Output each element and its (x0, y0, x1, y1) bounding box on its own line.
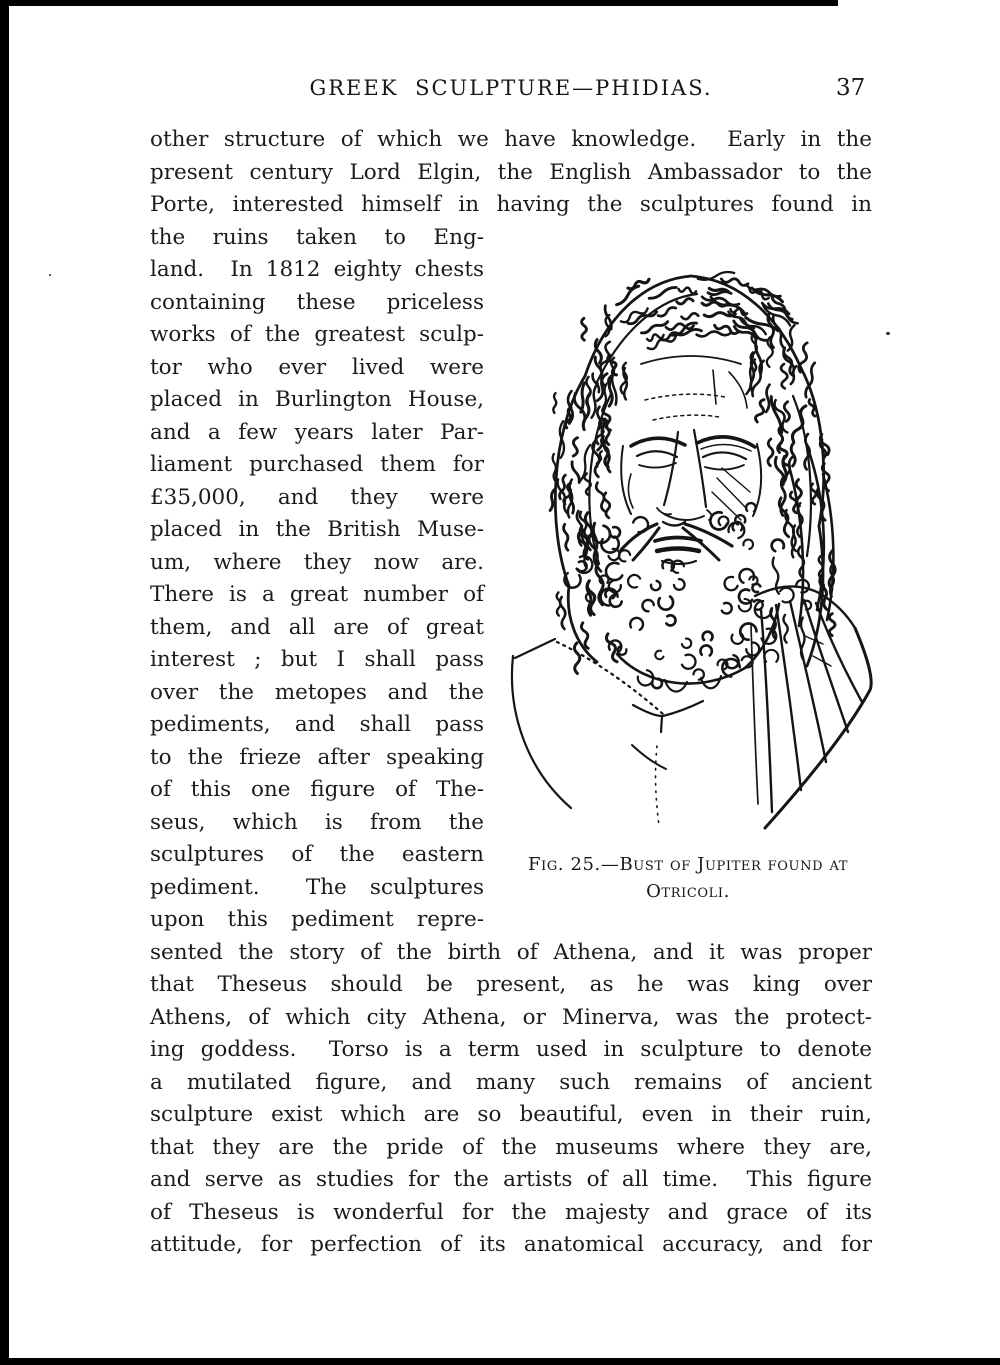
text-line: attitude, for perfection of its anatomical accuracy, and for (150, 1232, 872, 1257)
scan-border-top (0, 0, 838, 6)
text-line: that they are the pride of the museums where they are, (150, 1134, 872, 1160)
text-line: Athens, of which city Athena, or Minerva, was the protect- (150, 1004, 872, 1030)
page-number: 37 (836, 75, 866, 101)
text-line: land. In 1812 eighty chests (150, 257, 484, 282)
text-line: liament purchased them for (150, 452, 484, 477)
text-line: £35,000, and they were (150, 484, 484, 510)
text-line: and serve as studies for the artists of all time. This figure (150, 1167, 872, 1192)
text-line: placed in Burlington House, (150, 387, 484, 412)
text-line: interest ; but I shall pass (150, 647, 484, 672)
text-line: other structure of which we have knowledge. Early in the (150, 127, 872, 152)
figure-engraving (505, 264, 877, 841)
scan-speck (886, 332, 890, 335)
text-line: upon this pediment repre- (150, 907, 484, 932)
text-and-figure-section (150, 222, 872, 937)
figure-caption-line2: Otricoli. (646, 880, 730, 902)
running-header-title: GREEK SCULPTURE—PHIDIAS. (309, 76, 713, 100)
figure-caption (498, 851, 878, 905)
jupiter-bust-engraving-image (505, 264, 877, 841)
text-line: a mutilated figure, and many such remains of ancient (150, 1069, 872, 1095)
text-line: There is a great number of (150, 582, 484, 607)
scan-speck (49, 274, 51, 276)
text-column (150, 222, 484, 937)
text-line: tor who ever lived were (150, 354, 484, 380)
text-line: sented the story of the birth of Athena, and it was proper (150, 939, 872, 965)
text-line: the ruins taken to Eng- (150, 224, 484, 250)
text-line: Porte, interested himself in having the sculptures found in (150, 192, 872, 217)
text-line: that Theseus should be present, as he was king over (150, 972, 872, 997)
text-line: over the metopes and the (150, 679, 484, 705)
text-line: to the frieze after speaking (150, 744, 484, 770)
text-line: seus, which is from the (150, 809, 484, 835)
text-line: ing goddess. Torso is a term used in sculpture to denote (150, 1037, 872, 1062)
text-line: pediments, and shall pass (150, 712, 484, 737)
text-line: containing these priceless (150, 289, 484, 315)
scan-border-left (0, 0, 9, 1365)
text-line: sculpture exist which are so beautiful, even in their ruin, (150, 1102, 872, 1127)
text-line: works of the greatest sculp- (150, 322, 484, 347)
text-line: pediment. The sculptures (150, 874, 484, 900)
figure-caption-line1: Fig. 25.—Bust of Jupiter found at (528, 853, 848, 875)
body-text (150, 124, 872, 1262)
text-line: of this one figure of The- (150, 777, 484, 802)
text-line: sculptures of the eastern (150, 842, 484, 867)
text-line: and a few years later Par- (150, 419, 484, 445)
scan-border-bottom (0, 1358, 1000, 1365)
text-line: of Theseus is wonderful for the majesty and grace of its (150, 1199, 872, 1225)
text-line: them, and all are of great (150, 614, 484, 640)
text-line: placed in the British Muse- (150, 517, 484, 542)
text-line: present century Lord Elgin, the English Ambassador to the (150, 159, 872, 185)
text-line: um, where they now are. (150, 549, 484, 575)
